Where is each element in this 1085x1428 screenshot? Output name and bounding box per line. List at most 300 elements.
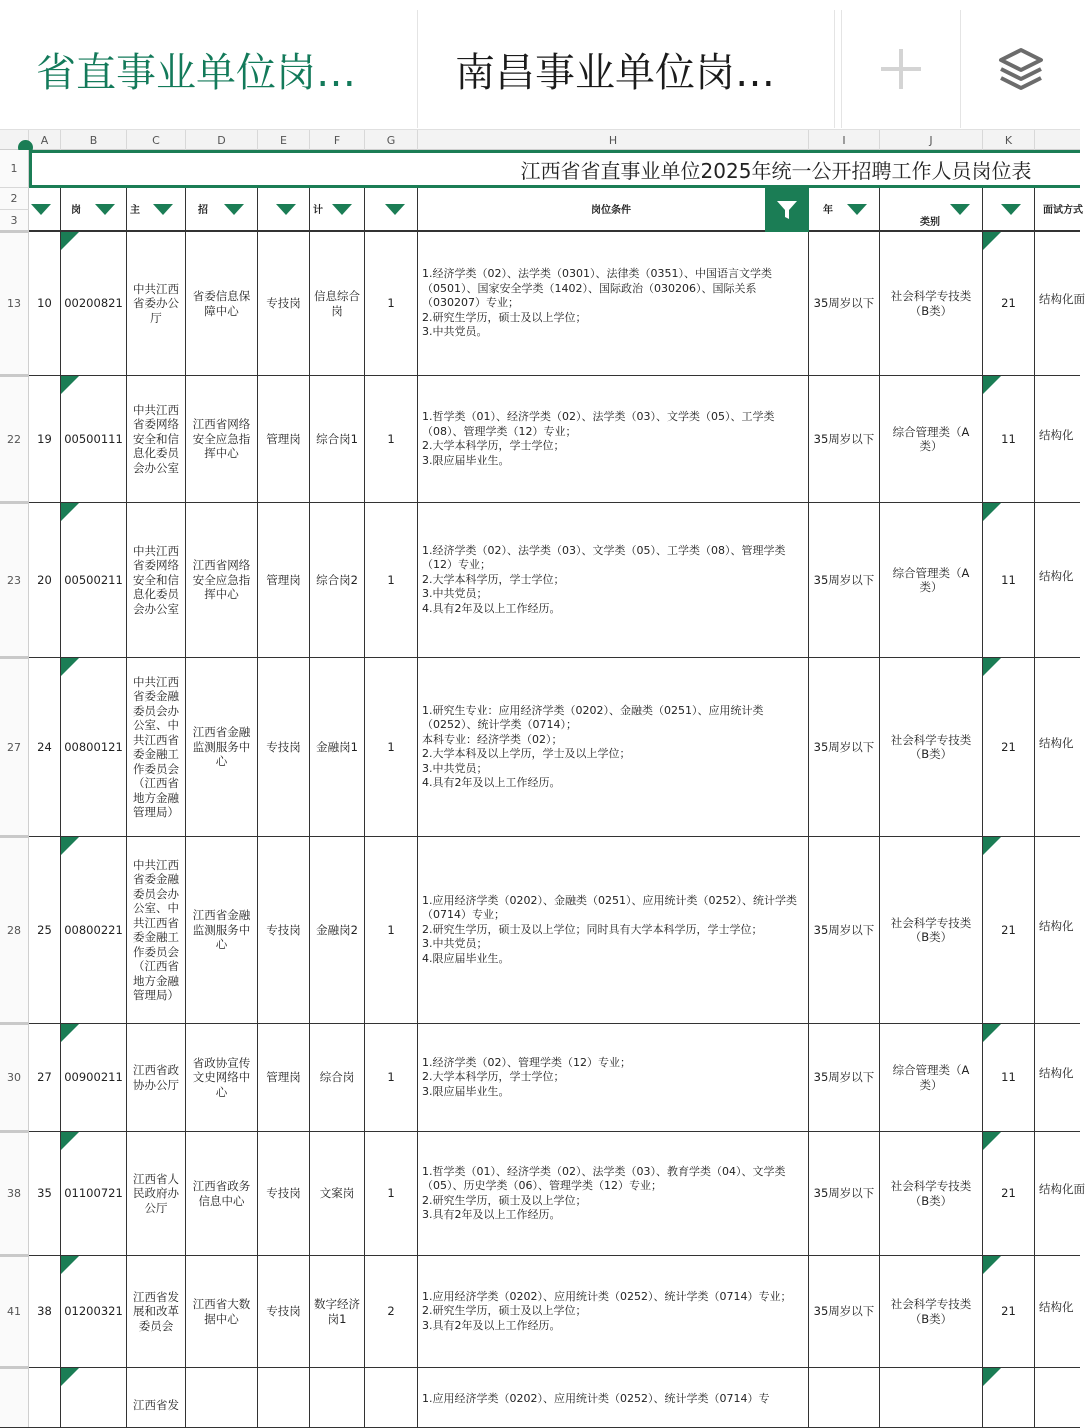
filter-label: 年 [823, 205, 833, 216]
cell-post-type[interactable] [258, 232, 310, 375]
filter-label: 计 [313, 205, 323, 216]
row-header[interactable]: 30 [0, 1024, 29, 1131]
cell-conditions-text: 1.哲学类（01）、经济学类（02）、法学类（03）、文学类（05）、工学类（08）、管理学类（12）专业； 2.大学本科学历，学士学位； 3.限应届毕业生。 [422, 410, 775, 467]
cell-age-text: 35周岁以下 [813, 572, 875, 587]
cell-post-code[interactable] [61, 1256, 127, 1367]
cell-department-text: 中共江西省委网络安全和信息化委员会办公室 [133, 543, 179, 616]
cell-post-name[interactable] [310, 503, 365, 657]
cell-exam-category-text: 社会科学专技类（B类） [890, 1297, 972, 1326]
cell-post-type[interactable] [258, 837, 310, 1023]
filter-cell-l[interactable] [1035, 188, 1083, 232]
cell-headcount[interactable] [365, 658, 418, 836]
column-header[interactable]: C [127, 130, 186, 150]
filter-label: 岗位条件 [591, 205, 631, 216]
cell-age-text: 35周岁以下 [813, 922, 875, 937]
filter-label: 类别 [920, 217, 940, 228]
cell-interview-text: 结构化 [1039, 735, 1074, 750]
cell-seq[interactable] [29, 503, 61, 657]
column-header[interactable]: D [186, 130, 258, 150]
filter-cell-a[interactable] [29, 188, 61, 232]
row-header[interactable]: 3 [0, 210, 29, 232]
cell-post-code-text: 01100721 [64, 1186, 123, 1201]
cell-department[interactable] [127, 837, 186, 1023]
cell-department[interactable] [127, 1256, 186, 1367]
column-header-blank[interactable] [1035, 130, 1080, 150]
cell-post-code-text: 00500211 [64, 572, 123, 587]
filter-cell-j[interactable] [880, 188, 983, 232]
table-row [0, 232, 1085, 376]
filter-dropdown-icon[interactable] [950, 204, 970, 215]
cell-unit[interactable] [186, 658, 258, 836]
filter-cell-g[interactable] [365, 188, 418, 232]
cell-seq[interactable] [29, 232, 61, 375]
cell-department-text: 中共江西省委网络安全和信息化委员会办公室 [133, 402, 179, 475]
cell-exam-category-text: 综合管理类（A类） [892, 1063, 970, 1092]
filter-dropdown-icon[interactable] [1001, 204, 1021, 215]
cell-category-code-text: 21 [1001, 922, 1016, 937]
column-header[interactable]: I [809, 130, 880, 150]
hidden-rows-marker[interactable] [0, 656, 29, 659]
filter-funnel-icon [776, 199, 798, 221]
cell-exam-category-text: 社会科学专技类（B类） [890, 1179, 972, 1208]
cell-unit-text: 省委信息保障中心 [192, 289, 251, 318]
cell-post-name-text: 综合岗1 [316, 431, 358, 446]
cell-interview[interactable] [1035, 376, 1080, 502]
table-row [0, 837, 1080, 1024]
filter-dropdown-icon[interactable] [153, 204, 173, 215]
cell-unit[interactable] [186, 1024, 258, 1131]
cell-post-name[interactable] [310, 232, 365, 375]
cell-conditions[interactable] [418, 232, 809, 375]
cell-unit-text: 江西省网络安全应急指挥中心 [192, 417, 251, 461]
cell-seq-text: 19 [37, 431, 52, 446]
cell-post-type-text: 管理岗 [266, 572, 301, 587]
row-header[interactable] [0, 1368, 29, 1427]
cell-department-text: 中共江西省委金融委员会办公室、中共江西省委金融工作委员会（江西省地方金融管理局） [133, 674, 179, 819]
cell-headcount-text: 1 [387, 296, 395, 311]
cell-unit-text: 江西省大数据中心 [192, 1297, 251, 1326]
row-header[interactable]: 27 [0, 658, 29, 836]
cell-post-type-text: 管理岗 [266, 431, 301, 446]
cell-seq[interactable] [29, 1368, 61, 1427]
cell-post-code-text: 00200821 [64, 296, 123, 311]
add-sheet-button[interactable] [841, 10, 961, 128]
sheet-tab-label: 南昌事业单位岗… [455, 49, 775, 96]
cell-age-text: 35周岁以下 [813, 431, 875, 446]
plus-icon [878, 46, 924, 92]
filter-dropdown-icon[interactable] [276, 204, 296, 215]
cell-conditions[interactable] [418, 503, 809, 657]
cell-age[interactable] [809, 1024, 880, 1131]
filter-cell-e[interactable] [258, 188, 310, 232]
cell-exam-category[interactable] [880, 1256, 983, 1367]
cell-exam-category[interactable] [880, 837, 983, 1023]
layers-icon [998, 46, 1044, 92]
cell-seq[interactable] [29, 1132, 61, 1255]
cell-comment-marker [61, 232, 79, 250]
hidden-rows-marker[interactable] [0, 1254, 29, 1257]
cell-department-text: 江西省发展和改革委员会 [133, 1289, 179, 1333]
cell-comment-marker [983, 1132, 1001, 1150]
cell-conditions-text: 1.应用经济学类（0202）、应用统计类（0252）、统计学类（0714）专 [422, 1392, 770, 1405]
cell-headcount[interactable] [365, 1132, 418, 1255]
cell-post-type[interactable] [258, 1368, 310, 1427]
cell-exam-category-text: 社会科学专技类（B类） [890, 289, 972, 318]
cell-interview[interactable] [1035, 658, 1080, 836]
cell-interview[interactable] [1035, 232, 1085, 375]
cell-comment-marker [983, 376, 1001, 394]
cell-conditions-text: 1.研究生专业：应用经济学类（0202）、金融类（0251）、应用统计类（0252）、统计学类（0714）； 本科专业：经济学类（02）； 2.大学本科及以上学历，学士及以上学位； 3.中共党员； 4.具有2年及以上工作经历。 [422, 703, 764, 789]
cell-interview-text: 结构化 [1039, 427, 1074, 442]
cell-post-type[interactable] [258, 503, 310, 657]
cell-interview[interactable] [1035, 837, 1080, 1023]
cell-post-type[interactable] [258, 1024, 310, 1131]
cell-comment-marker [61, 837, 79, 855]
hidden-rows-marker[interactable] [0, 1022, 29, 1025]
cell-seq-text: 27 [37, 1070, 52, 1085]
cell-department-text: 中共江西省委金融委员会办公室、中共江西省委金融工作委员会（江西省地方金融管理局） [133, 857, 179, 1002]
cell-interview-text: 结构化 [1039, 1300, 1074, 1314]
cell-headcount[interactable] [365, 837, 418, 1023]
cell-post-name[interactable] [310, 837, 365, 1023]
cell-post-name[interactable] [310, 1256, 365, 1367]
cell-conditions-text: 1.哲学类（01）、经济学类（02）、法学类（03）、教育学类（04）、文学类（05）、历史学类（06）、管理学类（12）专业； 2.研究生学历，硕士及以上学位； 3.具有2年及以上工作经历。 [422, 1164, 786, 1221]
cell-post-code[interactable] [61, 503, 127, 657]
cell-department-text: 江西省政协办公厅 [133, 1063, 179, 1092]
cell-category-code-text: 21 [1001, 1304, 1016, 1319]
cell-exam-category[interactable] [880, 1024, 983, 1131]
cell-conditions-text: 1.应用经济学类（0202）、应用统计类（0252）、统计学类（0714）专业； 2.研究生学历，硕士及以上学位； 3.具有2年及以上工作经历。 [422, 1289, 792, 1332]
sheet-tab-1[interactable] [0, 10, 418, 128]
cell-post-code[interactable] [61, 232, 127, 375]
cell-comment-marker [61, 1368, 79, 1386]
cell-conditions[interactable] [418, 837, 809, 1023]
cell-department[interactable] [127, 503, 186, 657]
cell-comment-marker [61, 658, 79, 676]
cell-post-type[interactable] [258, 1256, 310, 1367]
cell-department[interactable] [127, 376, 186, 502]
cell-post-code[interactable] [61, 837, 127, 1023]
cell-conditions[interactable] [418, 658, 809, 836]
cell-headcount[interactable] [365, 1368, 418, 1427]
cell-comment-marker [983, 232, 1001, 250]
cell-post-code[interactable] [61, 1024, 127, 1131]
cell-comment-marker [983, 837, 1001, 855]
cell-post-code-text: 01200321 [64, 1304, 123, 1319]
cell-post-type-text: 管理岗 [266, 1070, 301, 1085]
cell-exam-category[interactable] [880, 1132, 983, 1255]
cell-conditions-text: 1.经济学类（02）、法学类（03）、文学类（05）、工学类（08）、管理学类（12）专业； 2.大学本科学历，学士学位； 3.中共党员； 4.具有2年及以上工作经历。 [422, 543, 786, 615]
cell-category-code[interactable] [983, 837, 1035, 1023]
cell-unit[interactable] [186, 837, 258, 1023]
cell-department[interactable] [127, 1024, 186, 1131]
cell-interview-text: 结构化 [1039, 918, 1074, 933]
column-header[interactable]: B [61, 130, 127, 150]
cell-department[interactable] [127, 1132, 186, 1255]
cell-seq-text: 10 [37, 296, 52, 311]
row-header[interactable]: 23 [0, 503, 29, 657]
sheets-list-button[interactable] [962, 10, 1080, 128]
filter-cell-c[interactable] [127, 188, 186, 232]
cell-category-code[interactable] [983, 376, 1035, 502]
column-header[interactable]: G [365, 130, 418, 150]
cell-post-name-text: 文案岗 [319, 1186, 355, 1201]
cell-headcount[interactable] [365, 1256, 418, 1367]
hidden-rows-marker[interactable] [0, 835, 29, 838]
cell-seq[interactable] [29, 376, 61, 502]
cell-exam-category-text: 社会科学专技类（B类） [890, 732, 972, 761]
filter-cell-k[interactable] [983, 188, 1035, 232]
cell-age[interactable] [809, 232, 880, 375]
filter-label: 招 [198, 205, 208, 216]
sheet-tab-2[interactable] [419, 10, 835, 128]
filter-dropdown-icon[interactable] [847, 204, 867, 215]
cell-seq-text: 38 [37, 1304, 52, 1319]
filter-dropdown-icon[interactable] [385, 204, 405, 215]
sheet-title: 江西省省直事业单位2025年统一公开招聘工作人员岗位表 [520, 158, 1032, 183]
cell-seq-text: 35 [37, 1186, 52, 1201]
cell-post-type[interactable] [258, 376, 310, 502]
cell-post-type-text: 专技岗 [266, 296, 301, 311]
cell-post-type-text: 专技岗 [266, 739, 301, 754]
cell-post-name-text: 金融岗1 [316, 739, 358, 754]
cell-age[interactable] [809, 658, 880, 836]
cell-interview[interactable] [1035, 1132, 1085, 1255]
cell-exam-category[interactable] [880, 376, 983, 502]
cell-age-text: 35周岁以下 [813, 1186, 875, 1201]
row-header[interactable]: 38 [0, 1132, 29, 1255]
cell-exam-category-text: 社会科学专技类（B类） [890, 915, 972, 944]
filter-dropdown-icon[interactable] [31, 204, 51, 215]
column-header[interactable]: J [880, 130, 983, 150]
hidden-rows-marker[interactable] [0, 1366, 29, 1369]
cell-post-code[interactable] [61, 658, 127, 836]
sheet-title-cell[interactable] [29, 150, 1080, 188]
cell-unit[interactable] [186, 1132, 258, 1255]
cell-interview-text: 结构化 [1039, 1066, 1074, 1080]
cell-category-code[interactable] [983, 1256, 1035, 1367]
cell-post-name-text: 金融岗2 [316, 922, 358, 937]
filter-label: 主 [130, 205, 140, 216]
cell-category-code[interactable] [983, 658, 1035, 836]
cell-unit-text: 江西省网络安全应急指挥中心 [192, 558, 251, 602]
cell-category-code-text: 21 [1001, 1186, 1016, 1201]
cell-headcount-text: 1 [387, 1070, 395, 1085]
hidden-rows-marker[interactable] [0, 374, 29, 377]
cell-headcount-text: 1 [387, 922, 395, 937]
filter-label: 岗 [71, 205, 81, 216]
sheet-tab-bar [0, 0, 1080, 130]
row-header[interactable]: 13 [0, 232, 29, 375]
filter-header-row [29, 188, 1083, 232]
column-header-bar [0, 130, 1080, 150]
column-header[interactable]: E [258, 130, 310, 150]
row-header[interactable]: 41 [0, 1256, 29, 1367]
filter-dropdown-icon[interactable] [95, 204, 115, 215]
cell-headcount-text: 1 [387, 572, 395, 587]
cell-comment-marker [61, 1256, 79, 1274]
row-header[interactable]: 28 [0, 837, 29, 1023]
row-header[interactable]: 1 [0, 150, 29, 188]
cell-comment-marker [983, 1024, 1001, 1042]
table-row [0, 1132, 1085, 1256]
cell-headcount[interactable] [365, 1024, 418, 1131]
cell-seq[interactable] [29, 1256, 61, 1367]
cell-category-code-text: 11 [1001, 572, 1016, 587]
cell-unit[interactable] [186, 232, 258, 375]
cell-conditions-text: 1.经济学类（02）、管理学类（12）专业； 2.大学本科学历，学士学位； 3.限应届毕业生。 [422, 1055, 631, 1098]
cell-conditions[interactable] [418, 1132, 809, 1255]
cell-age[interactable] [809, 837, 880, 1023]
hidden-rows-marker[interactable] [0, 501, 29, 504]
filter-cell-h[interactable] [418, 188, 809, 232]
cell-interview[interactable] [1035, 1256, 1080, 1367]
cell-seq[interactable] [29, 1024, 61, 1131]
column-header[interactable]: H [418, 130, 809, 150]
cell-interview[interactable] [1035, 1368, 1080, 1427]
cell-exam-category[interactable] [880, 658, 983, 836]
column-header[interactable]: F [310, 130, 365, 150]
cell-post-name[interactable] [310, 1132, 365, 1255]
cell-comment-marker [983, 1368, 1001, 1386]
cell-category-code[interactable] [983, 232, 1035, 375]
cell-post-name-text: 数字经济岗1 [314, 1297, 360, 1326]
column-header[interactable]: A [29, 130, 61, 150]
cell-post-type-text: 专技岗 [266, 1304, 301, 1319]
cell-department-text: 江西省人民政府办公厅 [133, 1171, 179, 1215]
cell-category-code-text: 21 [1001, 296, 1016, 311]
cell-unit[interactable] [186, 1256, 258, 1367]
cell-seq[interactable] [29, 837, 61, 1023]
cell-age[interactable] [809, 1368, 880, 1427]
cell-unit[interactable] [186, 376, 258, 502]
cell-conditions[interactable] [418, 376, 809, 502]
cell-comment-marker [983, 1256, 1001, 1274]
cell-post-type[interactable] [258, 658, 310, 836]
cell-age-text: 35周岁以下 [813, 1304, 875, 1319]
table-row [0, 503, 1080, 658]
cell-headcount[interactable] [365, 376, 418, 502]
filter-label: 面试方式 [1043, 205, 1083, 216]
cell-exam-category-text: 综合管理类（A类） [892, 565, 970, 594]
cell-age[interactable] [809, 1132, 880, 1255]
cell-exam-category[interactable] [880, 503, 983, 657]
cell-unit[interactable] [186, 503, 258, 657]
table-row [0, 1256, 1080, 1368]
cell-age[interactable] [809, 1256, 880, 1367]
cell-conditions-text: 1.经济学类（02）、法学类（0301）、法律类（0351）、中国语言文学类（0501）、国家安全学类（1402）、国际政治（030206）、国际关系（030207）专业； 2.研究生学历，硕士及以上学位； 3.中共党员。 [422, 267, 772, 339]
cell-unit-text: 江西省政务信息中心 [192, 1179, 251, 1208]
hidden-rows-marker[interactable] [0, 1130, 29, 1133]
cell-post-type[interactable] [258, 1132, 310, 1255]
cell-comment-marker [983, 503, 1001, 521]
cell-seq-text: 25 [37, 922, 52, 937]
cell-seq-text: 20 [37, 572, 52, 587]
cell-headcount-text: 2 [387, 1304, 395, 1319]
cell-age-text: 35周岁以下 [813, 1070, 875, 1085]
row-header[interactable]: 2 [0, 188, 29, 210]
sheet-tab-label: 省直事业单位岗… [36, 49, 356, 96]
cell-department[interactable] [127, 232, 186, 375]
cell-post-code-text: 00800121 [64, 739, 123, 754]
hidden-rows-marker[interactable] [0, 230, 29, 233]
cell-post-code[interactable] [61, 1368, 127, 1427]
cell-post-code-text: 00800221 [64, 922, 123, 937]
cell-post-code[interactable] [61, 376, 127, 502]
cell-age[interactable] [809, 376, 880, 502]
cell-department[interactable] [127, 658, 186, 836]
cell-department[interactable] [127, 1368, 186, 1427]
cell-age-text: 35周岁以下 [813, 739, 875, 754]
cell-post-type-text: 专技岗 [266, 1186, 301, 1201]
cell-exam-category[interactable] [880, 1368, 983, 1427]
cell-conditions[interactable] [418, 1024, 809, 1131]
cell-interview-text: 结构化面 [1039, 1182, 1085, 1196]
cell-headcount-text: 1 [387, 1186, 395, 1201]
cell-comment-marker [61, 1132, 79, 1150]
cell-comment-marker [61, 503, 79, 521]
cell-department-text: 江西省发 [133, 1398, 179, 1412]
row-header[interactable]: 22 [0, 376, 29, 502]
cell-post-name[interactable] [310, 658, 365, 836]
table-row [0, 376, 1080, 503]
filter-cell-b[interactable] [61, 188, 127, 232]
cell-conditions[interactable] [418, 1368, 809, 1427]
cell-post-name[interactable] [310, 1368, 365, 1427]
filter-cell-d[interactable] [186, 188, 258, 232]
table-row [0, 658, 1080, 837]
cell-headcount[interactable] [365, 503, 418, 657]
cell-category-code[interactable] [983, 503, 1035, 657]
cell-post-name[interactable] [310, 376, 365, 502]
cell-category-code[interactable] [983, 1368, 1035, 1427]
cell-post-code[interactable] [61, 1132, 127, 1255]
column-header[interactable]: K [983, 130, 1035, 150]
active-filter-button[interactable] [765, 188, 809, 232]
cell-conditions[interactable] [418, 1256, 809, 1367]
filter-cell-f[interactable] [310, 188, 365, 232]
cell-unit[interactable] [186, 1368, 258, 1427]
cell-post-name-text: 综合岗 [319, 1070, 355, 1085]
cell-comment-marker [61, 1024, 79, 1042]
cell-headcount-text: 1 [387, 739, 395, 754]
cell-conditions-text: 1.应用经济学类（0202）、金融类（0251）、应用统计类（0252）、统计学类（0714）专业； 2.研究生学历，硕士及以上学位；同时具有大学本科学历，学士学位； 3.中共党员； 4.限应届毕业生。 [422, 893, 797, 965]
sheet-grid[interactable] [0, 130, 1085, 1412]
cell-category-code[interactable] [983, 1024, 1035, 1131]
filter-cell-i[interactable] [809, 188, 880, 232]
cell-post-name[interactable] [310, 1024, 365, 1131]
cell-department-text: 中共江西省委办公厅 [133, 281, 179, 325]
filter-dropdown-icon[interactable] [224, 204, 244, 215]
cell-interview[interactable] [1035, 1024, 1080, 1131]
cell-exam-category[interactable] [880, 232, 983, 375]
cell-category-code-text: 21 [1001, 739, 1016, 754]
table-row [0, 1368, 1080, 1428]
cell-seq-text: 24 [37, 739, 52, 754]
cell-unit-text: 江西省金融监测服务中心 [192, 908, 251, 952]
filter-dropdown-icon[interactable] [332, 204, 352, 215]
cell-category-code[interactable] [983, 1132, 1035, 1255]
cell-unit-text: 江西省金融监测服务中心 [192, 725, 251, 769]
cell-headcount[interactable] [365, 232, 418, 375]
cell-interview[interactable] [1035, 503, 1080, 657]
cell-age[interactable] [809, 503, 880, 657]
cell-unit-text: 省政协宣传文史网络中心 [192, 1055, 251, 1099]
cell-age-text: 35周岁以下 [813, 296, 875, 311]
cell-comment-marker [983, 658, 1001, 676]
cell-seq[interactable] [29, 658, 61, 836]
cell-category-code-text: 11 [1001, 431, 1016, 446]
